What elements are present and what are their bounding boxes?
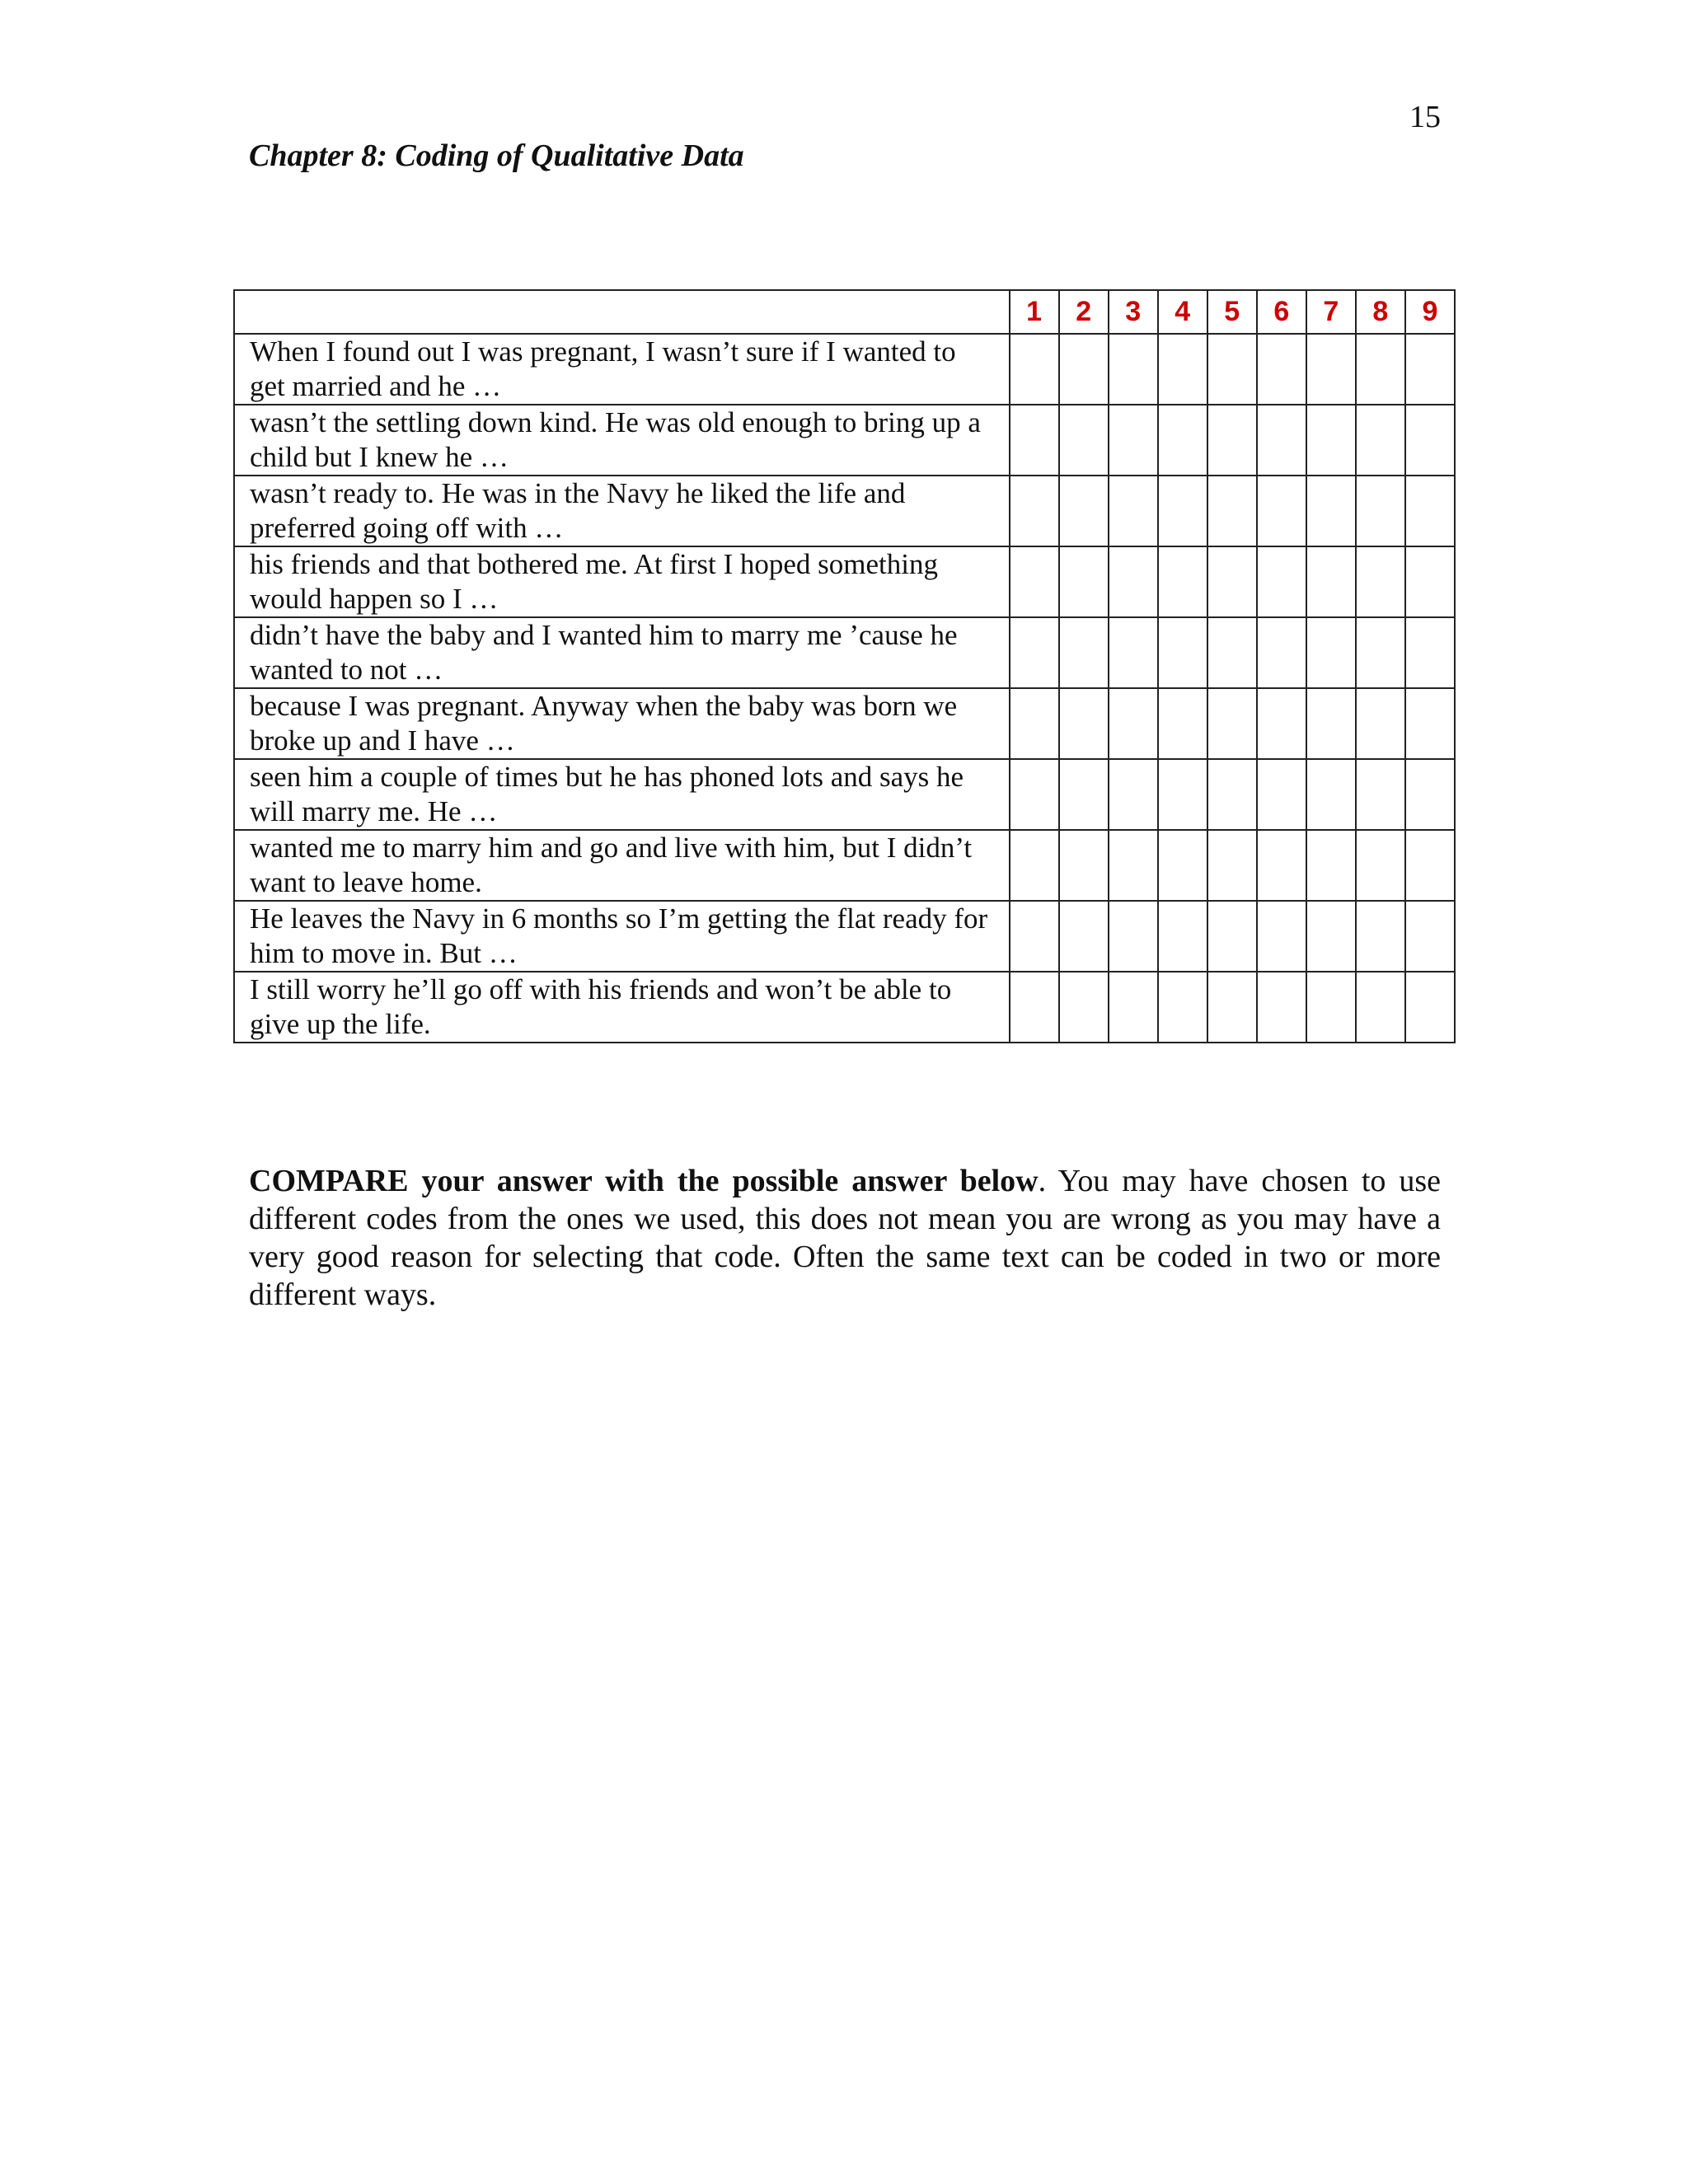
code-cell-2[interactable] (1059, 688, 1109, 759)
code-cell-2[interactable] (1059, 759, 1109, 830)
code-cell-8[interactable] (1356, 546, 1405, 617)
code-cell-9[interactable] (1405, 901, 1455, 972)
code-cell-7[interactable] (1306, 476, 1356, 546)
table-row (234, 617, 1455, 688)
code-cell-1[interactable] (1010, 901, 1059, 972)
code-cell-9[interactable] (1405, 405, 1455, 476)
table-row (234, 759, 1455, 830)
code-header-6: 6 (1257, 290, 1306, 334)
code-header-7: 7 (1306, 290, 1356, 334)
coding-table (233, 289, 1456, 1043)
excerpt-text: I still worry he’ll go off with his friends and won’t be able to give up the life. (234, 972, 1010, 1043)
compare-body-text: . You may have chosen to use different codes from the ones we used, this does not mean you are wrong as you may have a very good reason for selecting that code. Often the same text can be coded in two or more different ways. (249, 1164, 1442, 1312)
code-cell-6[interactable] (1257, 334, 1306, 405)
code-cell-9[interactable] (1405, 830, 1455, 901)
code-cell-9[interactable] (1405, 972, 1455, 1043)
page-number: 15 (1409, 100, 1441, 134)
code-cell-6[interactable] (1257, 688, 1306, 759)
code-cell-1[interactable] (1010, 405, 1059, 476)
code-cell-2[interactable] (1059, 830, 1109, 901)
code-cell-8[interactable] (1356, 476, 1405, 546)
code-cell-4[interactable] (1158, 830, 1207, 901)
code-cell-6[interactable] (1257, 617, 1306, 688)
excerpt-column-header (234, 290, 1010, 334)
code-cell-1[interactable] (1010, 688, 1059, 759)
code-cell-6[interactable] (1257, 972, 1306, 1043)
code-cell-1[interactable] (1010, 617, 1059, 688)
code-cell-2[interactable] (1059, 972, 1109, 1043)
code-cell-3[interactable] (1109, 759, 1158, 830)
code-cell-3[interactable] (1109, 334, 1158, 405)
code-cell-5[interactable] (1207, 617, 1257, 688)
code-cell-5[interactable] (1207, 546, 1257, 617)
table-row (234, 830, 1455, 901)
code-cell-7[interactable] (1306, 830, 1356, 901)
code-cell-9[interactable] (1405, 546, 1455, 617)
code-cell-4[interactable] (1158, 546, 1207, 617)
code-cell-6[interactable] (1257, 476, 1306, 546)
code-header-1: 1 (1010, 290, 1059, 334)
code-cell-5[interactable] (1207, 830, 1257, 901)
code-cell-3[interactable] (1109, 546, 1158, 617)
table-row (234, 901, 1455, 972)
code-cell-5[interactable] (1207, 759, 1257, 830)
code-cell-1[interactable] (1010, 334, 1059, 405)
table-row (234, 476, 1455, 546)
code-cell-2[interactable] (1059, 476, 1109, 546)
excerpt-text: his friends and that bothered me. At first I hoped something would happen so I … (234, 546, 1010, 617)
code-cell-5[interactable] (1207, 476, 1257, 546)
code-cell-3[interactable] (1109, 830, 1158, 901)
table-row (234, 688, 1455, 759)
code-cell-9[interactable] (1405, 334, 1455, 405)
code-cell-4[interactable] (1158, 405, 1207, 476)
code-cell-6[interactable] (1257, 830, 1306, 901)
excerpt-text: didn’t have the baby and I wanted him to marry me ’cause he wanted to not … (234, 617, 1010, 688)
code-cell-6[interactable] (1257, 759, 1306, 830)
code-cell-1[interactable] (1010, 759, 1059, 830)
code-cell-7[interactable] (1306, 546, 1356, 617)
code-cell-7[interactable] (1306, 617, 1356, 688)
code-cell-7[interactable] (1306, 334, 1356, 405)
table-row (234, 405, 1455, 476)
table-body (234, 334, 1455, 1043)
code-cell-9[interactable] (1405, 688, 1455, 759)
code-cell-4[interactable] (1158, 334, 1207, 405)
code-cell-4[interactable] (1158, 617, 1207, 688)
excerpt-text: When I found out I was pregnant, I wasn’t sure if I wanted to get married and he … (234, 334, 1010, 405)
code-cell-9[interactable] (1405, 476, 1455, 546)
code-cell-3[interactable] (1109, 405, 1158, 476)
code-cell-3[interactable] (1109, 617, 1158, 688)
code-cell-8[interactable] (1356, 901, 1405, 972)
excerpt-text: He leaves the Navy in 6 months so I’m getting the flat ready for him to move in. But … (234, 901, 1010, 972)
code-cell-7[interactable] (1306, 901, 1356, 972)
code-header-3: 3 (1109, 290, 1158, 334)
code-cell-7[interactable] (1306, 972, 1356, 1043)
code-cell-7[interactable] (1306, 759, 1356, 830)
code-cell-2[interactable] (1059, 617, 1109, 688)
code-cell-8[interactable] (1356, 972, 1405, 1043)
code-cell-9[interactable] (1405, 759, 1455, 830)
code-cell-1[interactable] (1010, 546, 1059, 617)
code-cell-4[interactable] (1158, 476, 1207, 546)
code-cell-4[interactable] (1158, 901, 1207, 972)
code-cell-3[interactable] (1109, 476, 1158, 546)
code-cell-8[interactable] (1356, 617, 1405, 688)
code-cell-1[interactable] (1010, 972, 1059, 1043)
excerpt-text: wanted me to marry him and go and live with him, but I didn’t want to leave home. (234, 830, 1010, 901)
excerpt-text: wasn’t ready to. He was in the Navy he liked the life and preferred going off with … (234, 476, 1010, 546)
code-cell-9[interactable] (1405, 617, 1455, 688)
code-cell-1[interactable] (1010, 830, 1059, 901)
code-cell-7[interactable] (1306, 405, 1356, 476)
code-cell-5[interactable] (1207, 901, 1257, 972)
code-cell-5[interactable] (1207, 972, 1257, 1043)
excerpt-text: because I was pregnant. Anyway when the baby was born we broke up and I have … (234, 688, 1010, 759)
compare-paragraph (249, 1162, 1441, 1314)
code-cell-4[interactable] (1158, 759, 1207, 830)
code-cell-8[interactable] (1356, 334, 1405, 405)
excerpt-text: seen him a couple of times but he has phoned lots and says he will marry me. He … (234, 759, 1010, 830)
code-cell-2[interactable] (1059, 546, 1109, 617)
code-cell-2[interactable] (1059, 901, 1109, 972)
code-cell-8[interactable] (1356, 688, 1405, 759)
code-cell-2[interactable] (1059, 334, 1109, 405)
code-cell-5[interactable] (1207, 405, 1257, 476)
code-cell-6[interactable] (1257, 546, 1306, 617)
code-cell-1[interactable] (1010, 476, 1059, 546)
table-row (234, 546, 1455, 617)
table-header-row (234, 290, 1455, 334)
table-row (234, 334, 1455, 405)
code-cell-6[interactable] (1257, 901, 1306, 972)
code-cell-3[interactable] (1109, 901, 1158, 972)
code-cell-4[interactable] (1158, 972, 1207, 1043)
table-row (234, 972, 1455, 1043)
code-cell-5[interactable] (1207, 334, 1257, 405)
code-header-8: 8 (1356, 290, 1405, 334)
excerpt-text: wasn’t the settling down kind. He was old enough to bring up a child but I knew he … (234, 405, 1010, 476)
compare-lead-text: COMPARE your answer with the possible answer below (249, 1164, 1039, 1198)
code-cell-8[interactable] (1356, 405, 1405, 476)
code-cell-5[interactable] (1207, 688, 1257, 759)
code-header-4: 4 (1158, 290, 1207, 334)
code-cell-4[interactable] (1158, 688, 1207, 759)
code-cell-8[interactable] (1356, 759, 1405, 830)
code-header-9: 9 (1405, 290, 1455, 334)
code-header-5: 5 (1207, 290, 1257, 334)
code-cell-6[interactable] (1257, 405, 1306, 476)
code-cell-8[interactable] (1356, 830, 1405, 901)
code-cell-2[interactable] (1059, 405, 1109, 476)
chapter-title: Chapter 8: Coding of Qualitative Data (249, 138, 744, 173)
code-header-2: 2 (1059, 290, 1109, 334)
code-cell-7[interactable] (1306, 688, 1356, 759)
code-cell-3[interactable] (1109, 972, 1158, 1043)
code-cell-3[interactable] (1109, 688, 1158, 759)
